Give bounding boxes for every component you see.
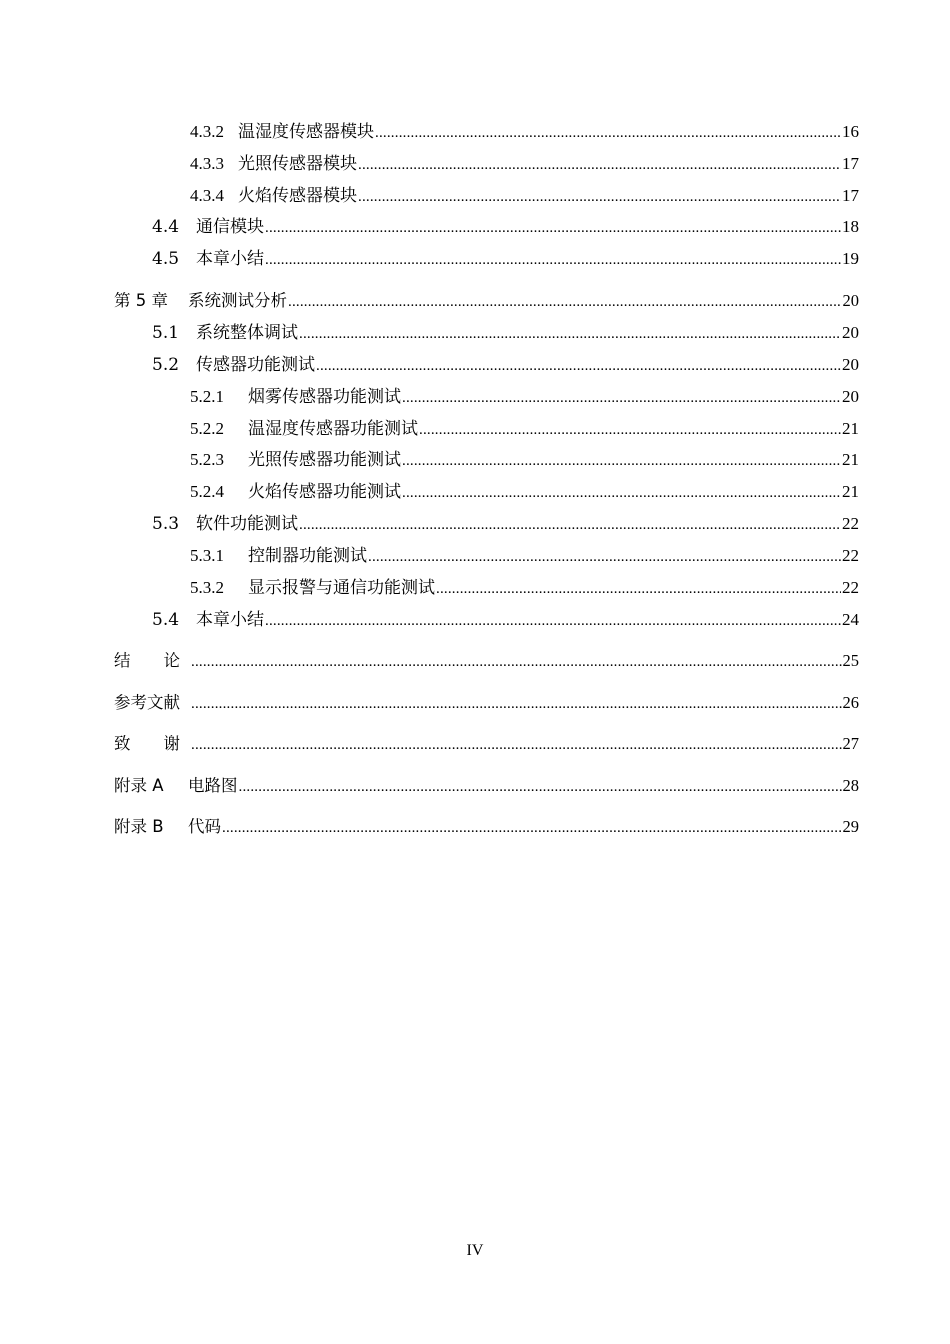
toc-acknowledgements[interactable]	[114, 733, 859, 756]
dot-leader	[239, 776, 842, 798]
toc-entry-title: 温湿度传感器功能测试	[248, 419, 418, 439]
toc-entry-page: 25	[842, 651, 859, 670]
toc-entry-number: 附录 A	[114, 776, 164, 795]
toc-entry-number: 5.3.2	[190, 578, 224, 597]
toc-entry-number: 5.2.1	[190, 387, 224, 406]
toc-entry-number: 5.2.4	[190, 482, 224, 501]
toc-entry-page: 28	[842, 776, 859, 795]
dot-leader	[191, 651, 842, 673]
dot-leader	[288, 291, 842, 313]
toc-entry-title: 本章小结	[196, 610, 264, 630]
dot-leader	[419, 419, 841, 441]
dot-leader	[299, 514, 841, 536]
toc-entry-title: 温湿度传感器模块	[238, 122, 374, 142]
toc-entry-number: 4.4	[152, 217, 180, 237]
toc-entry-number: 4.3.4	[190, 186, 224, 205]
toc-entry-page: 20	[842, 291, 859, 310]
dot-leader	[402, 482, 841, 504]
toc-entry-title: 系统测试分析	[188, 291, 287, 310]
toc-chapter-5[interactable]	[114, 290, 859, 313]
dot-leader	[222, 817, 842, 839]
toc-entry-number: 5.1	[152, 323, 180, 343]
toc-entry-4-4[interactable]	[152, 216, 859, 239]
toc-entry-4-3-3[interactable]	[190, 153, 859, 176]
dot-leader	[402, 387, 841, 409]
dot-leader	[299, 323, 841, 345]
dot-leader	[316, 355, 841, 377]
toc-entry-number: 5.2.3	[190, 450, 224, 469]
toc-entry-page: 16	[842, 122, 859, 141]
dot-leader	[265, 610, 841, 632]
toc-entry-4-5[interactable]	[152, 248, 859, 271]
toc-entry-page: 19	[842, 249, 859, 268]
toc-entry-page: 22	[842, 546, 859, 565]
dot-leader	[375, 122, 841, 144]
toc-entry-page: 22	[842, 578, 859, 597]
toc-entry-title: 结 论	[114, 651, 180, 670]
dot-leader	[191, 693, 842, 715]
toc-entry-page: 17	[842, 186, 859, 205]
toc-references[interactable]	[114, 692, 859, 715]
toc-entry-4-3-2[interactable]	[190, 121, 859, 144]
dot-leader	[368, 546, 841, 568]
toc-entry-page: 17	[842, 154, 859, 173]
toc-appendix-b[interactable]	[114, 816, 859, 839]
toc-entry-5-2-3[interactable]	[190, 449, 859, 472]
toc-entry-5-2-1[interactable]	[190, 386, 859, 409]
toc-entry-title: 烟雾传感器功能测试	[248, 387, 401, 407]
toc-entry-title: 光照传感器模块	[238, 154, 357, 174]
toc-entry-4-3-4[interactable]	[190, 185, 859, 208]
toc-entry-title: 控制器功能测试	[248, 546, 367, 566]
toc-entry-number: 5.4	[152, 610, 180, 630]
toc-entry-number: 4.5	[152, 249, 180, 269]
toc-entry-page: 20	[842, 355, 859, 374]
dot-leader	[436, 578, 841, 600]
toc-entry-title: 系统整体调试	[196, 323, 298, 343]
toc-entry-number: 第 5 章	[114, 291, 168, 310]
dot-leader	[358, 186, 841, 208]
page-number: IV	[466, 1242, 484, 1259]
toc-entry-number: 附录 B	[114, 817, 164, 836]
toc-entry-title: 火焰传感器模块	[238, 186, 357, 206]
toc-entry-page: 20	[842, 323, 859, 342]
toc-entry-title: 本章小结	[196, 249, 264, 269]
toc-entry-title: 代码	[188, 817, 221, 836]
toc-entry-title: 传感器功能测试	[196, 355, 315, 375]
toc-entry-page: 26	[842, 693, 859, 712]
toc-entry-number: 4.3.2	[190, 122, 224, 141]
toc-entry-page: 24	[842, 610, 859, 629]
toc-entry-title: 火焰传感器功能测试	[248, 482, 401, 502]
toc-entry-number: 5.3	[152, 514, 180, 534]
toc-entry-page: 29	[842, 817, 859, 836]
toc-entry-5-2-2[interactable]	[190, 418, 859, 441]
toc-entry-page: 21	[842, 419, 859, 438]
toc-entry-5-2[interactable]	[152, 354, 859, 377]
toc-entry-5-4[interactable]	[152, 609, 859, 632]
toc-entry-5-2-4[interactable]	[190, 481, 859, 504]
toc-entry-title: 显示报警与通信功能测试	[248, 578, 435, 598]
toc-entry-page: 21	[842, 482, 859, 501]
dot-leader	[191, 734, 842, 756]
toc-entry-5-3-2[interactable]	[190, 577, 859, 600]
dot-leader	[358, 154, 841, 176]
toc-entry-page: 18	[842, 217, 859, 236]
toc-entry-number: 4.3.3	[190, 154, 224, 173]
dot-leader	[402, 450, 841, 472]
toc-entry-title: 参考文献	[114, 693, 180, 712]
dot-leader	[265, 217, 841, 239]
toc-entry-page: 20	[842, 387, 859, 406]
toc-entry-page: 27	[842, 734, 859, 753]
toc-appendix-a[interactable]	[114, 775, 859, 798]
toc-entry-5-1[interactable]	[152, 322, 859, 345]
toc-entry-title: 致 谢	[114, 734, 180, 753]
toc-entry-title: 电路图	[188, 776, 238, 795]
toc-entry-5-3[interactable]	[152, 513, 859, 536]
toc-entry-number: 5.3.1	[190, 546, 224, 565]
toc-entry-title: 软件功能测试	[196, 514, 298, 534]
toc-conclusion[interactable]	[114, 650, 859, 673]
toc-entry-number: 5.2	[152, 355, 180, 375]
dot-leader	[265, 249, 841, 271]
toc-entry-title: 光照传感器功能测试	[248, 450, 401, 470]
toc-entry-page: 21	[842, 450, 859, 469]
toc-entry-title: 通信模块	[196, 217, 264, 237]
toc-entry-number: 5.2.2	[190, 419, 224, 438]
toc-entry-page: 22	[842, 514, 859, 533]
toc-entry-5-3-1[interactable]	[190, 545, 859, 568]
